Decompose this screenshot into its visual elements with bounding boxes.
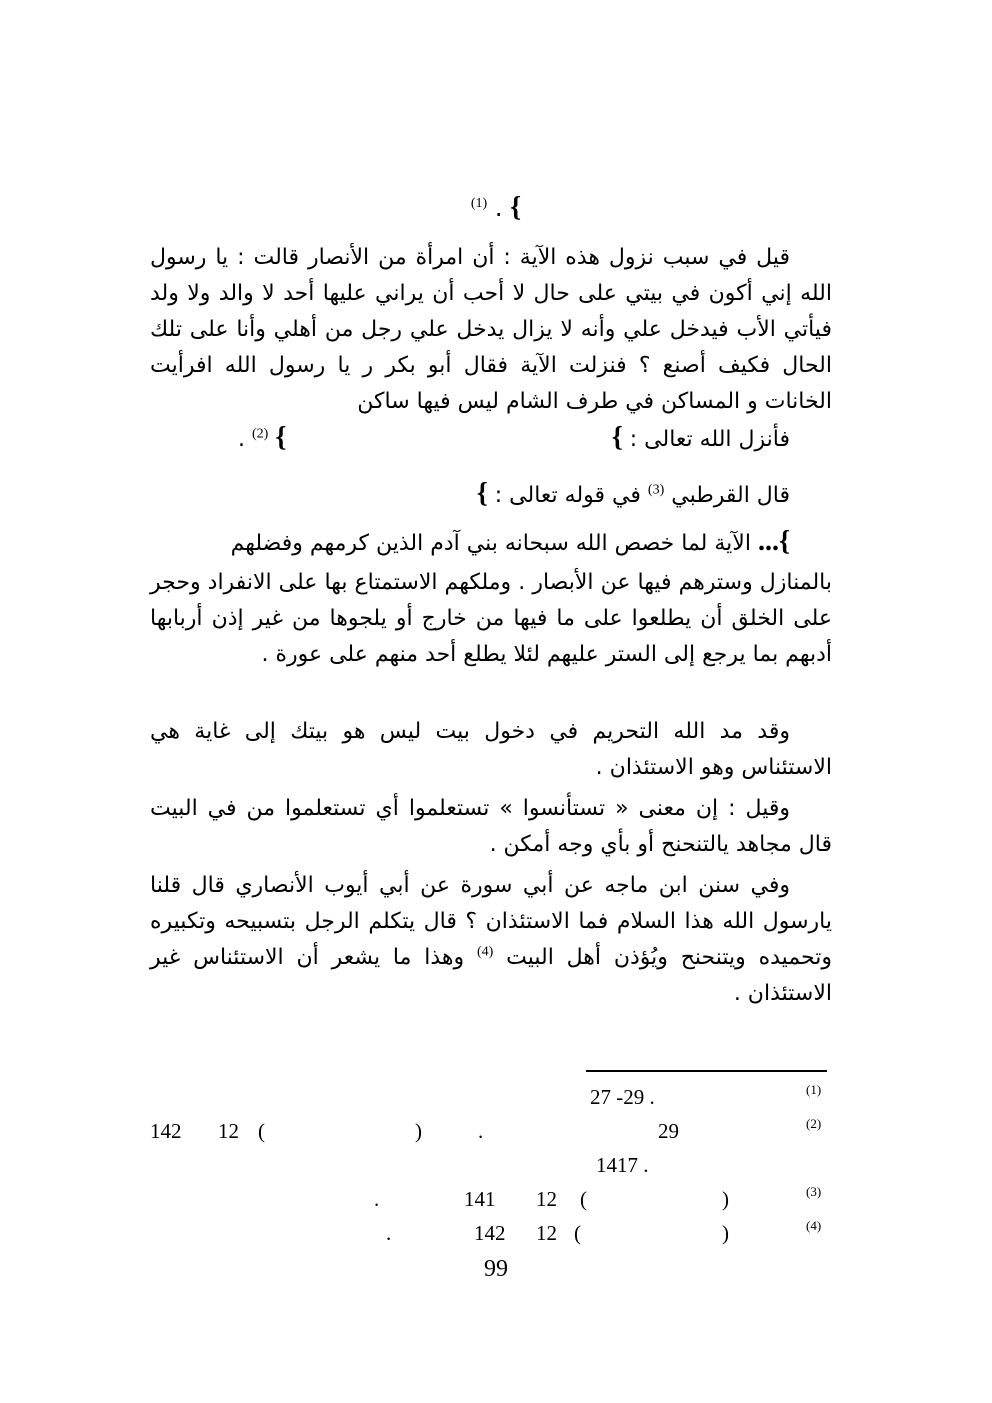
verse-brace-open: } [611,422,623,453]
verse-brace: } [510,192,522,223]
paragraph-text: الآية لما خصص الله سبحانه بني آدم الذين كرمهم وفضلهم [230,531,751,556]
footnote-3 [150,1182,830,1216]
footnote-text: 142 [474,1221,506,1245]
footnote-4 [150,1216,830,1250]
footnote-text: . [374,1187,380,1211]
paragraph-last-line [150,420,832,458]
paragraph-text: قال القرطبي [671,483,790,508]
footnote-ref-1: (1) [470,196,488,211]
footnote-text: 1417 . [596,1153,649,1177]
paragraph-ibn-majah [150,868,832,1012]
footnote-ref-4: (4) [476,944,494,960]
paragraph-text: وقد مد الله التحريم في دخول بيت ليس هو بيتك إلى غاية هي الاستئناس وهو الاستئذان . [150,719,832,780]
verse-brace: } [476,478,488,509]
paragraph-meaning [150,791,832,863]
footnote-2-continued [150,1148,830,1182]
footnote-number: (1) [806,1082,822,1097]
paragraph-text: بالمنازل وسترهم فيها عن الأبصار . وملكهم الاستمتاع بها على الانفراد وحجر على الخلق أن يطلعوا على ما فيها من خارج أو يلجوها من غير إذن أربابها أدبهم بما يرجع إلى الستر عليهم لئلا يطلع أحد منهم على عورة . [150,570,832,667]
paragraph-text: قيل في سبب نزول هذه الآية : أن امرأة من الأنصار قالت : يا رسول الله إني أكون في بيتي على حال لا أحب أن يراني عليها أحد لا والد ولا ولد فيأتي الأب فيدخل علي وأنه لا يزال يدخل علي رجل من أهلي وأنا على تلك الحال فكيف أصنع ؟ فنزلت الآية فقال أبو بكر ر يا رسول الله افرأيت الخانات و المساكن في طرف الشام ليس فيها ساكن [150,245,832,414]
paragraph-verse-comment [150,524,832,562]
footnote-text: 12 [218,1119,239,1143]
paragraph-text: في قوله تعالى : [494,483,641,508]
footnote-text: 29 [658,1119,679,1143]
footnote-text: ( [574,1221,581,1245]
footnote-ref-3: (3) [647,482,665,498]
footnote-text: ) [415,1119,422,1143]
paragraph-text: وفي سنن ابن ماجه عن أبي سورة عن أبي أيوب الأنصاري قال قلنا يارسول الله هذا السلام فما الاستئذان ؟ قال يتكلم الرجل بتسبيحه وتكبيره وتحميده ويتنحنح ويُؤذن أهل البيت [150,873,832,970]
footnote-text: ) [722,1221,729,1245]
footnote-text: 141 [464,1187,496,1211]
footnote-number: (4) [806,1218,822,1233]
paragraph-text: وهذا ما يشعر أن الاستئناس غير الاستئذان . [150,945,832,1006]
paragraph-prohibition [150,714,832,786]
verse-period: . [494,194,503,222]
footnote-text: 142 [150,1119,182,1143]
page-number: 99 [484,1256,508,1282]
footnote-number: (2) [806,1116,822,1131]
paragraph-privacy [150,565,832,673]
footnote-1 [150,1080,830,1114]
verse-brace-close: } [275,422,287,453]
footnote-text: ) [722,1187,729,1211]
verse-brace: }... [757,526,790,557]
paragraph-qurtubi [150,476,832,514]
footnote-text: ( [580,1187,587,1211]
paragraph-text: فأنزل الله تعالى : [629,427,790,452]
footnote-text: ( [258,1119,265,1143]
footnote-2 [150,1114,830,1148]
paragraph-period: . [238,427,245,452]
paragraph-revelation [150,240,832,458]
paragraph-text: وقيل : إن معنى « تستأنسوا » تستعلموا أي تستعلموا من في البيت قال مجاهد يالتنحنح أو بأي وجه أمكن . [150,796,832,857]
footnote-number: (3) [806,1184,822,1199]
verse-fragment [0,188,992,228]
footnote-text: . [386,1221,392,1245]
footnote-separator [586,1070,827,1072]
footnote-text: 12 [536,1221,557,1245]
footnote-text: . [478,1119,484,1143]
footnote-text: 12 [536,1187,557,1211]
footnote-text: 27 -29 . [590,1085,655,1109]
footnote-ref-2: (2) [252,426,269,442]
